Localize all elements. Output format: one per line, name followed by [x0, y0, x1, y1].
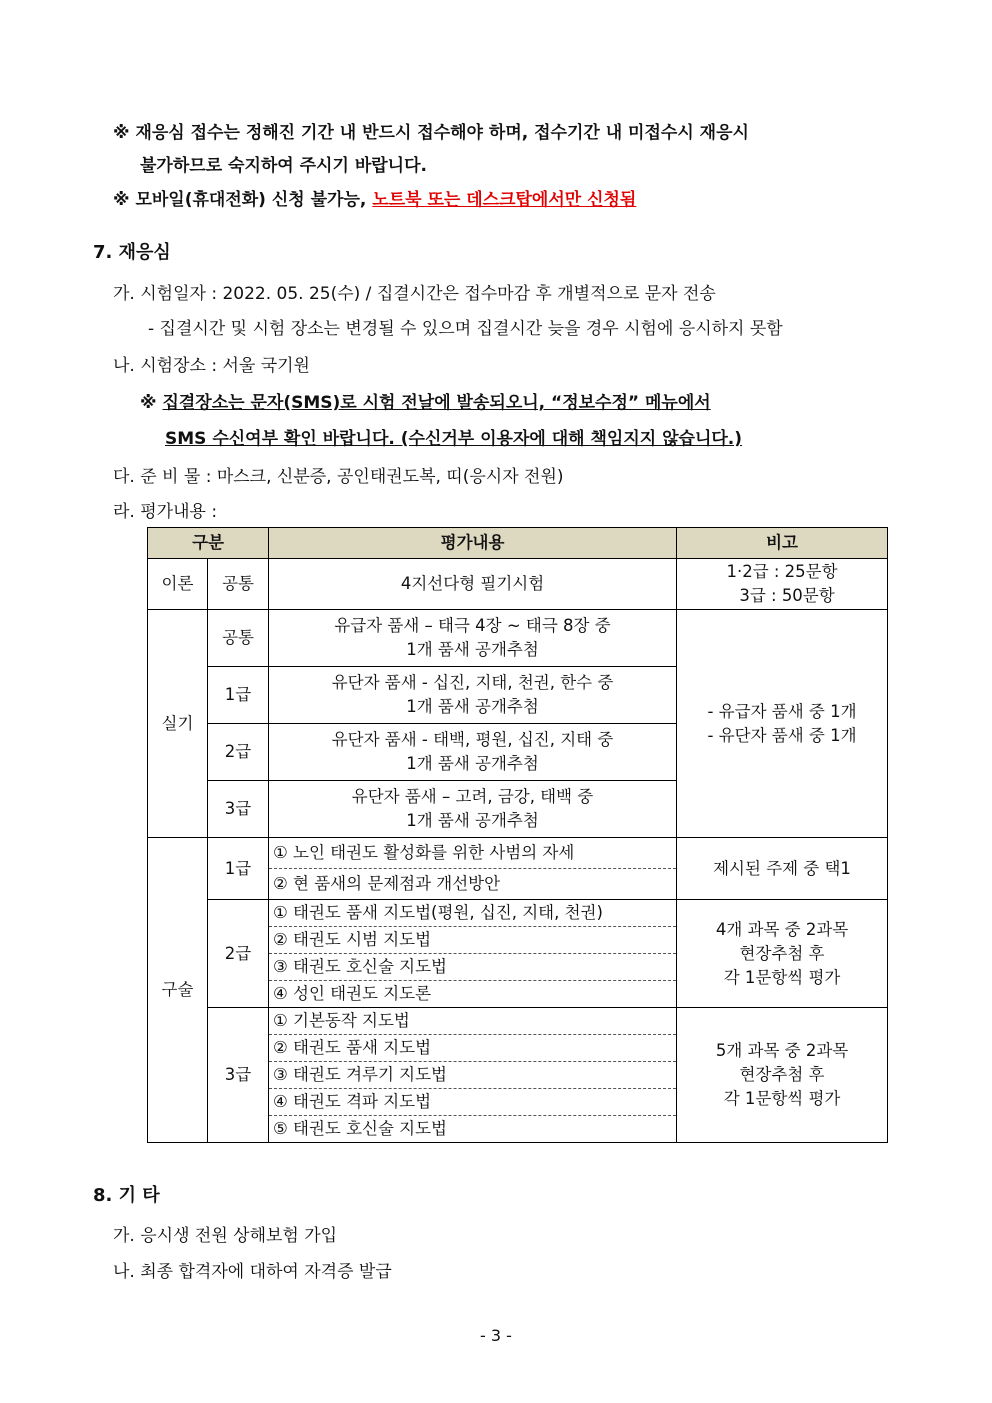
sms-note-line-2: SMS 수신여부 확인 바랍니다. (수신거부 이용자에 대해 책임지지 않습니다.)	[165, 429, 743, 449]
header-note: 비고	[677, 528, 888, 559]
sms-note-mark: ※	[140, 393, 163, 413]
practical-line-1: 유단자 품새 – 고려, 금강, 태백 중	[351, 787, 594, 806]
sms-note-text-1: 집결장소는 문자(SMS)로 시험 전날에 발송되오니, “정보수정” 메뉴에서	[162, 393, 711, 413]
practical-line-2: 1개 품새 공개추첨	[406, 811, 539, 830]
certificate-line: 나. 최종 합격자에 대하여 자격증 발급	[113, 1262, 392, 1282]
oral-item: ② 현 품새의 문제점과 개선방안	[269, 869, 677, 900]
note-2-red-text: 노트북 또는 데스크탑에서만 신청됨	[372, 190, 637, 210]
practical-note-2: - 유단자 품새 중 1개	[707, 725, 857, 745]
sms-note-line-1	[140, 388, 711, 413]
note-1-line-1: ※ 재응심 접수는 정해진 기간 내 반드시 접수해야 하며, 접수기간 내 미접수시 재응시	[113, 123, 749, 143]
oral-item: ③ 태권도 겨루기 지도법	[269, 1062, 677, 1089]
table-row	[148, 559, 888, 610]
evaluation-table	[147, 527, 888, 1143]
oral-note-3-line-1: 5개 과목 중 2과목	[715, 1041, 849, 1060]
practical-content	[269, 781, 677, 838]
practical-note	[677, 610, 888, 838]
header-content: 평가내용	[269, 528, 677, 559]
table-row	[148, 1008, 888, 1035]
practical-line-1: 유단자 품새 - 태백, 평원, 십진, 지태 중	[331, 730, 614, 749]
table-header-row	[148, 528, 888, 559]
insurance-line: 가. 응시생 전원 상해보험 가입	[113, 1226, 338, 1246]
oral-note-3-line-2: 현장추첨 후	[739, 1065, 825, 1084]
exam-date-sub: - 집결시간 및 시험 장소는 변경될 수 있으며 집결시간 늦을 경우 시험에 응시하지 못함	[148, 319, 783, 339]
oral-note-2	[677, 900, 888, 1008]
practical-line-2: 1개 품새 공개추첨	[406, 754, 539, 773]
sub-practical: 1급	[208, 667, 269, 724]
section-8-title: 8. 기 타	[93, 1185, 160, 1206]
sub-oral-3: 3급	[208, 1008, 269, 1143]
category-oral: 구술	[148, 838, 208, 1143]
oral-note-2-line-3: 각 1문항씩 평가	[723, 967, 841, 987]
note-2-prefix: ※ 모바일(휴대전화) 신청 불가능,	[113, 190, 373, 210]
theory-note-1: 1·2급 : 25문항	[726, 562, 838, 581]
practical-content	[269, 667, 677, 724]
oral-item: ④ 성인 태권도 지도론	[269, 981, 677, 1008]
practical-content	[269, 610, 677, 667]
practical-line-2: 1개 품새 공개추첨	[406, 697, 539, 716]
sub-oral-1: 1급	[208, 838, 269, 900]
oral-note-2-line-2: 현장추첨 후	[739, 943, 825, 963]
category-theory: 이론	[148, 559, 208, 610]
header-category: 구분	[148, 528, 269, 559]
oral-item: ① 기본동작 지도법	[269, 1008, 677, 1035]
exam-date: 가. 시험일자 : 2022. 05. 25(수) / 집결시간은 접수마감 후 개별적으로 문자 전송	[113, 284, 716, 304]
theory-note-2: 3급 : 50문항	[739, 586, 835, 605]
oral-item: ② 태권도 품새 지도법	[269, 1035, 677, 1062]
theory-note	[677, 559, 888, 610]
oral-item: ② 태권도 시범 지도법	[269, 927, 677, 954]
preparation: 다. 준 비 물 : 마스크, 신분증, 공인태권도복, 띠(응시자 전원)	[113, 467, 564, 487]
oral-item: ① 노인 태권도 활성화를 위한 사범의 자세	[269, 838, 677, 869]
oral-note-2-line-1: 4개 과목 중 2과목	[715, 919, 849, 939]
practical-content	[269, 724, 677, 781]
table-row	[148, 838, 888, 869]
practical-note-1: - 유급자 품새 중 1개	[707, 701, 857, 721]
table-row	[148, 610, 888, 667]
sub-oral-2: 2급	[208, 900, 269, 1008]
oral-item: ③ 태권도 호신술 지도법	[269, 954, 677, 981]
practical-line-1: 유단자 품새 - 십진, 지태, 천권, 한수 중	[331, 673, 614, 692]
evaluation-label: 라. 평가내용 :	[113, 502, 218, 522]
page-number: - 3 -	[480, 1326, 512, 1345]
table-row	[148, 900, 888, 927]
theory-content: 4지선다형 필기시험	[269, 559, 677, 610]
note-1-line-2: 불가하므로 숙지하여 주시기 바랍니다.	[140, 156, 427, 176]
sub-practical: 3급	[208, 781, 269, 838]
practical-line-2: 1개 품새 공개추첨	[406, 640, 539, 659]
oral-note-1: 제시된 주제 중 택1	[677, 838, 888, 900]
practical-line-1: 유급자 품새 – 태극 4장 ~ 태극 8장 중	[334, 616, 611, 635]
section-7-title: 7. 재응심	[93, 242, 171, 263]
oral-note-3	[677, 1008, 888, 1143]
sub-practical: 공통	[208, 610, 269, 667]
oral-item: ① 태권도 품새 지도법(평원, 십진, 지태, 천권)	[269, 900, 677, 927]
sub-theory: 공통	[208, 559, 269, 610]
category-practical: 실기	[148, 610, 208, 838]
note-2	[113, 185, 636, 210]
oral-item: ④ 태권도 격파 지도법	[269, 1089, 677, 1116]
sub-practical: 2급	[208, 724, 269, 781]
oral-item: ⑤ 태권도 호신술 지도법	[269, 1116, 677, 1143]
exam-place: 나. 시험장소 : 서울 국기원	[113, 356, 310, 376]
oral-note-3-line-3: 각 1문항씩 평가	[723, 1089, 841, 1108]
